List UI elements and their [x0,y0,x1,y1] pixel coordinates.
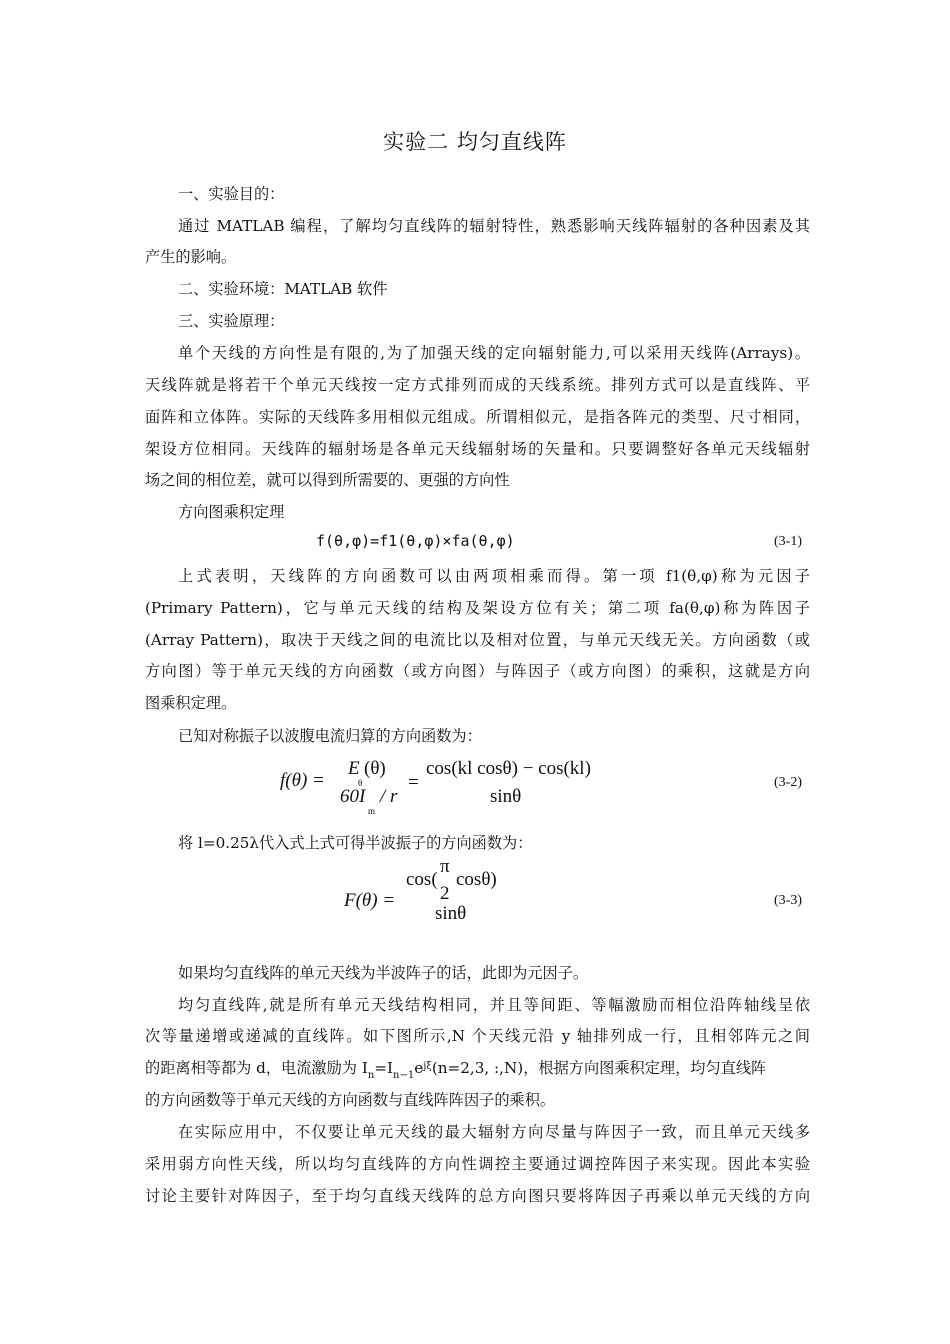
paragraph-line: 面阵和立体阵。实际的天线阵多用相似元组成。所谓相似元，是指各阵元的类型、尺寸相同， [145,408,810,426]
eq-numerator: E [348,758,360,779]
eq-lhs: F(θ) = [344,890,396,911]
section-heading-purpose: 一、实验目的： [178,185,285,203]
paragraph-line: 在实际应用中，不仅要让单元天线的最大辐射方向尽量与阵因子一致，而且单元天线多 [178,1123,810,1141]
eq-two: 2 [440,883,450,904]
equation-number: (3-2) [774,775,802,790]
paragraph-line: 将 l=0.25λ代入式上式可得半波振子的方向函数为： [178,834,533,852]
text-segment: 的距离相等都为 d，电流激励为 I [145,1059,368,1077]
eq-pi: π [440,856,450,877]
paragraph-line: 通过 MATLAB 编程，了解均匀直线阵的辐射特性，熟悉影响天线阵辐射的各种因素及其 [178,217,810,235]
eq-lhs: f(θ) = [280,770,325,791]
eq-subscript: m [368,806,376,816]
eq-equals: = [408,772,419,793]
eq-denominator-2: sinθ [490,786,522,807]
page-title: 实验二 均匀直线阵 [383,130,567,154]
paragraph-line: 如果均匀直线阵的单元天线为半波阵子的话，此即为元因子。 [178,964,589,982]
paragraph-line-excitation [145,1058,810,1081]
paragraph-line: 讨论主要针对阵因子，至于均匀直线天线阵的总方向图只要将阵因子再乘以单元天线的方向 [145,1187,810,1205]
text-segment: e [414,1059,424,1077]
eq-denominator: 60I [340,786,366,807]
eq-cos-theta: cosθ) [456,869,497,890]
paragraph-line: 上式表明，天线阵的方向函数可以由两项相乘而得。第一项 f1(θ,φ)称为元因子 [178,567,810,585]
paragraph-line: 场之间的相位差，就可以得到所需要的、更强的方向性 [145,471,510,489]
paragraph-line: (Array Pattern)，取决于天线之间的电流比以及相对位置，与单元天线无关。方向函数（或 [145,631,810,649]
subscript-n-minus-1: n−1 [393,1070,415,1081]
text-segment: (n=2,3, :,N)，根据方向图乘积定理，均匀直线阵 [431,1059,767,1077]
paragraph-line: 天线阵就是将若干个单元天线按一定方式排列而成的天线系统。排列方式可以是直线阵、平 [145,376,810,394]
equation-number: (3-3) [774,893,802,908]
eq-denominator: sinθ [435,903,467,924]
paragraph-line: 单个天线的方向性是有限的,为了加强天线的定向辐射能力,可以采用天线阵(Arrays)。 [178,344,810,362]
subscript-n: n [367,1070,375,1081]
paragraph-line: 已知对称振子以波腹电流归算的方向函数为： [178,727,482,745]
paragraph-line: 均匀直线阵,就是所有单元天线结构相同，并且等间距、等幅激励而相位沿阵轴线呈依 [178,996,810,1014]
paragraph-line: 架设方位相同。天线阵的辐射场是各单元天线辐射场的矢量和。只要调整好各单元天线辐射 [145,440,810,458]
superscript-phase: jξ [423,1061,432,1072]
text-segment: =I [374,1059,394,1077]
eq-numerator-arg: (θ) [364,758,386,779]
equation-3-1: f(θ,φ)=f1(θ,φ)×fa(θ,φ) [316,532,515,550]
subheading-pattern-theorem: 方向图乘积定理 [178,503,285,521]
eq-subscript: θ [358,778,363,788]
section-heading-principle: 三、实验原理： [178,312,285,330]
paragraph-line: 产生的影响。 [145,248,237,266]
paragraph-line: 次等量递增或递减的直线阵。如下图所示,N 个天线元沿 y 轴排列成一行，且相邻阵元之间 [145,1027,810,1045]
paragraph-line: (Primary Pattern)，它与单元天线的结构及架设方位有关；第二项 fa(θ,φ)称为阵因子 [145,599,810,617]
eq-numerator-2: cos(kl cosθ) − cos(kl) [426,758,591,779]
paragraph-line: 采用弱方向性天线，所以均匀直线阵的方向性调控主要通过调控阵因子来实现。因此本实验 [145,1155,810,1173]
paragraph-line: 图乘积定理。 [145,694,237,712]
paragraph-line: 方向图）等于单元天线的方向函数（或方向图）与阵因子（或方向图）的乘积，这就是方向 [145,662,810,680]
section-heading-environment: 二、实验环境：MATLAB 软件 [178,280,388,298]
eq-cos: cos( [406,869,438,890]
eq-denominator-rest: / r [380,786,398,807]
equation-number: (3-1) [774,534,802,549]
paragraph-line: 的方向函数等于单元天线的方向函数与直线阵阵因子的乘积。 [145,1091,556,1109]
